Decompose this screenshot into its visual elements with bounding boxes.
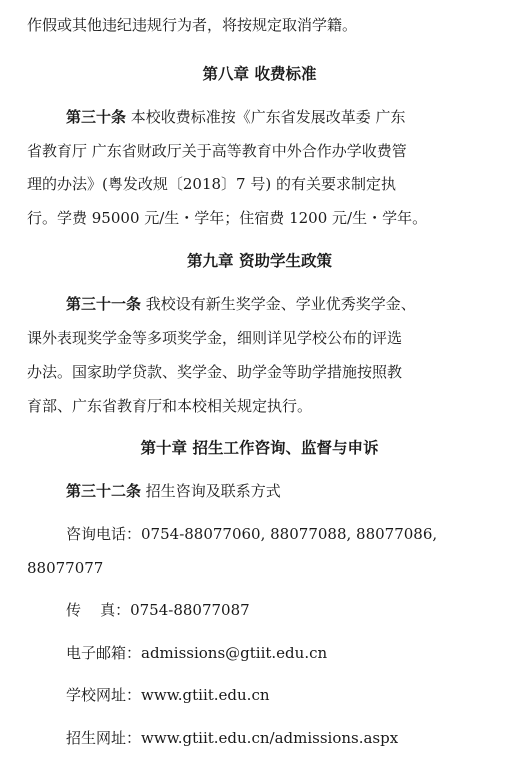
article-30-line-4: 行。学费 95000 元/生・学年；住宿费 1200 元/生・学年。 (27, 209, 428, 227)
article-30-label: 第三十条 (66, 108, 127, 126)
phone-row (66, 523, 437, 545)
phone-label: 咨询电话： (66, 525, 142, 543)
article-text: 本校收费标准按《广东省发展改革委 广东 (126, 108, 406, 126)
fax-value: 0754-88077087 (130, 601, 250, 619)
phone-values: 0754-88077060, 88077088, 88077086, (141, 525, 438, 543)
fax-label: 传 真： (66, 601, 131, 619)
article-31-label: 第三十一条 (66, 295, 142, 313)
article-32-line (66, 480, 281, 502)
article-30-line-1 (66, 106, 406, 128)
article-text: 我校设有新生奖学金、学业优秀奖学金、 (141, 295, 416, 313)
chapter-8-heading: 第八章 收费标准 (202, 65, 317, 83)
article-31-line-2: 课外表现奖学金等多项奖学金，细则详见学校公布的评选 (27, 329, 403, 347)
email-row (66, 642, 327, 664)
admissions-site-label: 招生网址： (66, 729, 142, 747)
paragraph-text: 作假或其他违纪违规行为者，将按规定取消学籍。 (27, 16, 358, 34)
article-30-line-2: 省教育厅 广东省财政厅关于高等教育中外合作办学收费管 (27, 142, 407, 160)
article-text: 招生咨询及联系方式 (141, 482, 281, 500)
email-label: 电子邮箱： (66, 644, 142, 662)
admissions-site-link[interactable]: www.gtiit.edu.cn/admissions.aspx (141, 729, 399, 747)
admissions-site-row (66, 727, 398, 749)
article-31-line-4: 育部、广东省教育厅和本校相关规定执行。 (27, 397, 313, 415)
website-label: 学校网址： (66, 686, 142, 704)
chapter-10-heading: 第十章 招生工作咨询、监督与申诉 (140, 439, 379, 457)
article-31-line-3: 办法。国家助学贷款、奖学金、助学金等助学措施按照教 (27, 363, 403, 381)
email-link[interactable]: admissions@gtiit.edu.cn (141, 644, 328, 662)
fax-row (66, 599, 250, 621)
paragraph-continuation (27, 14, 357, 36)
phone-continuation: 88077077 (27, 559, 104, 577)
article-32-label: 第三十二条 (66, 482, 142, 500)
chapter-9-heading: 第九章 资助学生政策 (187, 252, 332, 270)
article-31-line-1 (66, 293, 416, 315)
website-row (66, 684, 270, 706)
article-30-line-3: 理的办法》(粤发改规〔2018〕7 号) 的有关要求制定执 (27, 175, 396, 193)
website-link[interactable]: www.gtiit.edu.cn (141, 686, 270, 704)
